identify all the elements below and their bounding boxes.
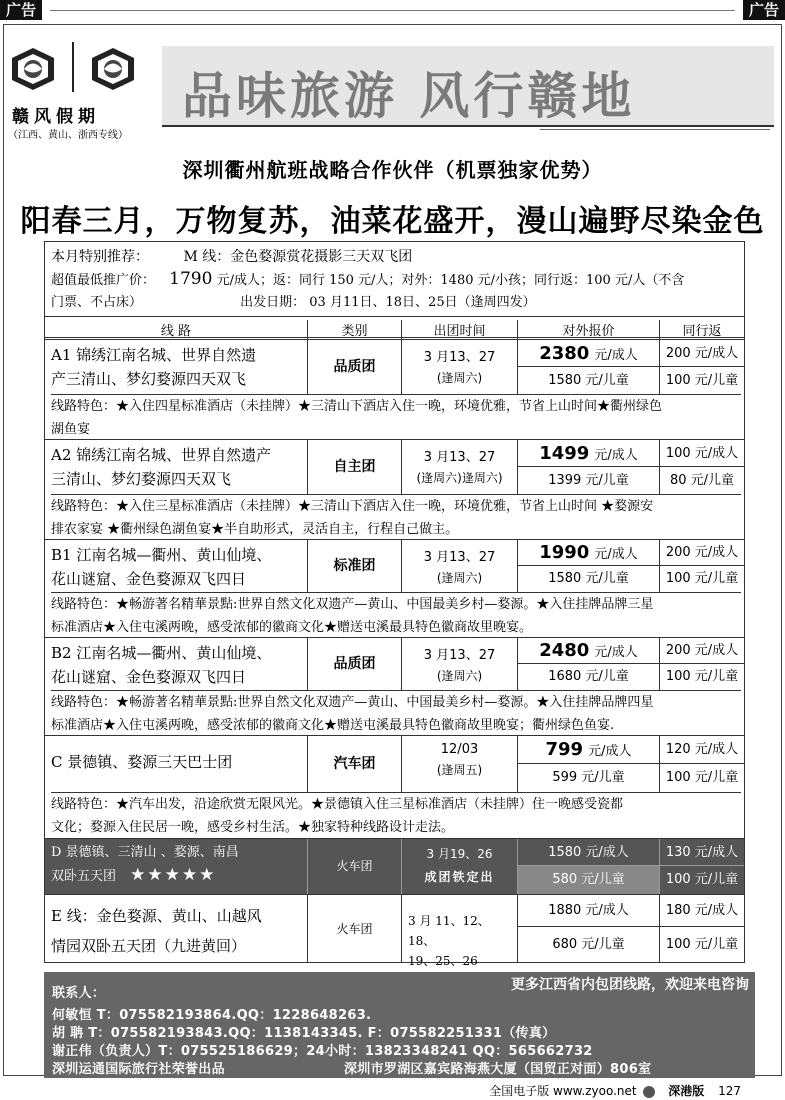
featured-note: 门票、不占床） — [51, 295, 143, 310]
slogan-banner — [162, 46, 774, 126]
featured-title: M 线：金色婺源赏花摄影三天双飞团 — [183, 249, 413, 265]
tour-e-child-price: 680 元/儿童 — [517, 927, 659, 963]
brand-name: 赣风假期 — [12, 107, 100, 127]
tour-route-line-2: 三清山、梦幻婺源四天双飞 — [51, 470, 232, 488]
tour-d-child-price: 580 元/儿童 — [517, 866, 659, 894]
tour-adult-price: 1990 — [539, 542, 590, 563]
tour-date: 12/03 — [440, 742, 479, 757]
tour-feature-line-1: 线路特色：★畅游著名精華景點:世界自然文化双遗产—黄山、中国最美乡村—婺源。★入住挂牌品牌三星 — [51, 597, 654, 612]
site-url: 全国电子版 www.zyoo.net — [489, 1084, 637, 1098]
tour-row-b2 — [45, 637, 744, 735]
tour-date: 3 月13、27 — [423, 350, 496, 365]
tour-weekday: (逢周六) — [436, 669, 483, 683]
tour-features — [51, 690, 741, 736]
tour-weekday: (逢周六) — [436, 571, 483, 585]
tour-rebate-child: 80 元/儿童 — [659, 467, 744, 494]
tour-e-type: 火车团 — [307, 895, 401, 963]
tour-route-line-1: B1 江南名城—衢州、黄山仙境、 — [51, 546, 272, 564]
tour-adult-unit: 元/成人 — [594, 645, 638, 660]
header-route: 线 路 — [160, 324, 192, 339]
tour-features — [51, 394, 741, 440]
brand-subtitle: （江西、黄山、浙西专线） — [8, 130, 128, 141]
tour-type: 汽车团 — [307, 736, 401, 792]
tour-rebate-child: 100 元/儿童 — [659, 367, 744, 394]
tour-date: 3 月13、27 — [423, 648, 496, 663]
tour-row-d — [45, 838, 744, 894]
edition-name: 深港版 — [668, 1084, 705, 1098]
header-date: 出团时间 — [401, 320, 517, 340]
tour-feature-line-2: 湖鱼宴 — [51, 422, 91, 437]
slogan-underline-thin — [540, 129, 770, 130]
page-bar — [0, 1080, 785, 1100]
tour-route-line-2: 产三清山、梦幻婺源四天双飞 — [51, 370, 247, 388]
emblem-icon — [8, 46, 58, 92]
tour-type: 品质团 — [307, 638, 401, 690]
tour-route-line-1: C 景德镇、婺源三天巴士团 — [51, 753, 233, 771]
tour-row-a2 — [45, 439, 744, 539]
featured-block — [51, 246, 741, 314]
tour-adult-price: 2480 — [539, 640, 590, 661]
tour-e-route-l2: 情园双卧五天团（九进黄回） — [51, 937, 247, 955]
partner-heading: 深圳衢州航班战略合作伙伴（机票独家优势） — [182, 158, 603, 182]
tour-type: 自主团 — [307, 440, 401, 494]
featured-label: 本月特别推荐： — [51, 249, 149, 265]
tour-row-e — [45, 894, 744, 968]
tour-row-b1 — [45, 539, 744, 637]
tour-route-line-1: A2 锦绣江南名城、世界自然遗产 — [51, 446, 272, 464]
tour-rebate-adult: 200 元/成人 — [659, 340, 744, 367]
table-header — [45, 316, 744, 338]
top-divider — [50, 10, 735, 11]
agency-name: 深圳运通国际旅行社荣誉出品 — [52, 1062, 225, 1077]
tour-d-rebate-child: 100 元/儿童 — [659, 866, 744, 894]
tour-rebate-child: 100 元/儿童 — [659, 664, 744, 690]
tour-child-price: 1580 元/儿童 — [517, 566, 659, 592]
slogan-text: 品味旅游 风行赣地 — [182, 67, 636, 125]
header-price: 对外报价 — [517, 320, 659, 340]
agency-address: 深圳市罗湖区嘉宾路海燕大厦（国贸正对面）806室 — [344, 1062, 652, 1077]
tour-route-line-2: 花山谜窟、金色婺源双飞四日 — [51, 570, 247, 588]
tour-child-price: 1399 元/儿童 — [517, 467, 659, 494]
tour-feature-line-2: 标准酒店★入住屯溪两晚，感受浓郁的徽商文化★赠送屯溪最具特色徽商故里晚宴。 — [51, 620, 533, 635]
tour-type: 标准团 — [307, 540, 401, 592]
tour-feature-line-2: 标准酒店★入住屯溪两晚，感受浓郁的徽商文化★赠送屯溪最具特色徽商故里晚宴；衢州绿色鱼宴. — [51, 718, 615, 733]
footer-title: 更多江西省内包团线路，欢迎来电咨询 — [511, 977, 749, 993]
tour-weekday: (逢周六) — [436, 371, 483, 385]
tour-feature-line-1: 线路特色：★汽车出发，沿途欣赏无限风光。★景德镇入住三星标准酒店（未挂牌）住一晚感受瓷都 — [51, 797, 624, 812]
featured-price-rest: 元/成人；返：同行 150 元/人；对外：1480 元/小孩；同行返：100 元/人（不含 — [216, 273, 685, 288]
tour-row-c — [45, 735, 744, 838]
tour-e-rebate-adult: 180 元/成人 — [659, 895, 744, 927]
tour-adult-price: 2380 — [539, 343, 590, 364]
top-bar — [0, 0, 785, 22]
tour-table — [44, 241, 745, 968]
ad-label-left: 广告 — [0, 0, 42, 20]
tour-date: 3 月13、27 — [423, 450, 496, 465]
logo-divider — [72, 42, 74, 92]
tour-child-price: 599 元/儿童 — [517, 764, 659, 792]
brand-logo — [8, 42, 158, 142]
featured-price: 1790 — [169, 269, 213, 289]
edition-dot-icon — [643, 1086, 655, 1098]
tour-e-rebate-child: 100 元/儿童 — [659, 927, 744, 963]
tour-d-route-l1: D 景德镇、三清山 、婺源、南昌 — [51, 845, 239, 860]
tour-route-line-1: B2 江南名城—衢州、黄山仙境、 — [51, 644, 272, 662]
tour-adult-unit: 元/成人 — [594, 348, 638, 363]
tour-weekday: (逢周六)逢周六) — [416, 471, 503, 485]
tour-adult-unit: 元/成人 — [594, 547, 638, 562]
contact-line-2: 胡 聃 T：075582193843.QQ：1138143345. F：075582251331（传真） — [52, 1026, 556, 1041]
tour-feature-line-2: 文化；婺源入住民居一晚，感受乡村生活。★独家特种线路设计走法。 — [51, 820, 455, 835]
tour-rebate-adult: 200 元/成人 — [659, 638, 744, 664]
contact-label: 联系人： — [52, 986, 106, 1001]
tour-type: 品质团 — [307, 340, 401, 394]
tour-feature-line-1: 线路特色：★畅游著名精華景點:世界自然文化双遗产—黄山、中国最美乡村—婺源。★入住挂牌品牌四星 — [51, 695, 654, 710]
page-number: 127 — [718, 1084, 741, 1098]
tour-route-line-2: 花山谜窟、金色婺源双飞四日 — [51, 668, 247, 686]
tour-d-type: 火车团 — [307, 839, 401, 894]
featured-dates: 出发日期： 03 月11日、18日、25日（逢周四发） — [240, 295, 536, 310]
tour-feature-line-1: 线路特色：★入住三星标准酒店（未挂牌）★三清山下酒店入住一晚，环境优雅，节省上山时间 ★婺源安 — [51, 499, 654, 514]
tour-d-stars: ★★★★★ — [130, 865, 217, 885]
tour-adult-unit: 元/成人 — [588, 744, 632, 759]
headline: 阳春三月，万物复苏，油菜花盛开，漫山遍野尽染金色 — [20, 204, 765, 239]
tour-weekday: (逢周五) — [436, 763, 483, 777]
tour-feature-line-1: 线路特色：★入住四星标准酒店（未挂牌）★三清山下酒店入住一晚，环境优雅，节省上山时间★衢州绿色 — [51, 399, 663, 414]
header-type: 类别 — [307, 320, 401, 340]
tour-child-price: 1680 元/儿童 — [517, 664, 659, 690]
tour-rebate-adult: 200 元/成人 — [659, 540, 744, 566]
tour-adult-price: 1499 — [539, 443, 590, 464]
tour-d-date: 3 月19、26 — [426, 847, 493, 861]
tour-adult-unit: 元/成人 — [594, 448, 638, 463]
tour-rebate-child: 100 元/儿童 — [659, 764, 744, 792]
tour-features — [51, 494, 741, 540]
tour-features — [51, 592, 741, 638]
contact-line-1: 何敏恒 T：075582193864.QQ：1228648263. — [52, 1008, 372, 1023]
slogan-underline — [162, 125, 774, 127]
tour-route-line-1: A1 锦绣江南名城、世界自然遗 — [51, 346, 257, 364]
ad-label-right: 广告 — [743, 0, 785, 20]
tour-e-date-l2: 19、25、26 — [408, 954, 478, 968]
tour-d-adult-price: 1580 元/成人 — [517, 839, 659, 866]
tour-e-adult-price: 1880 元/成人 — [517, 895, 659, 927]
tour-feature-line-2: 排农家宴 ★衢州绿色湖鱼宴★半自助形式，灵活自主，行程自己做主。 — [51, 522, 459, 537]
tour-child-price: 1580 元/儿童 — [517, 367, 659, 394]
tour-date: 3 月13、27 — [423, 550, 496, 565]
tour-rebate-adult: 120 元/成人 — [659, 736, 744, 764]
contact-footer — [44, 972, 755, 1078]
emblem-icon — [88, 46, 138, 92]
tour-rebate-adult: 100 元/成人 — [659, 440, 744, 467]
tour-d-route-l2: 双卧五天团 — [51, 869, 117, 884]
tour-rebate-child: 100 元/儿童 — [659, 566, 744, 592]
tour-adult-price: 799 — [545, 739, 584, 760]
tour-row-a1 — [45, 339, 744, 439]
header-rebate: 同行返 — [659, 320, 744, 340]
tour-d-rebate-adult: 130 元/成人 — [659, 839, 744, 866]
tour-e-route-l1: E 线：金色婺源、黄山、山越风 — [51, 907, 262, 925]
tour-e-date-l1: 3 月 11、12、18、 — [408, 914, 490, 948]
featured-price-prefix: 超值最低推广价： — [51, 273, 156, 288]
contact-line-3: 谢正伟（负责人）T：075525186629；24小时：13823348241 QQ：565662732 — [52, 1044, 593, 1059]
tour-d-guarantee: 成团铁定出 — [424, 870, 495, 884]
tour-features — [51, 792, 741, 839]
